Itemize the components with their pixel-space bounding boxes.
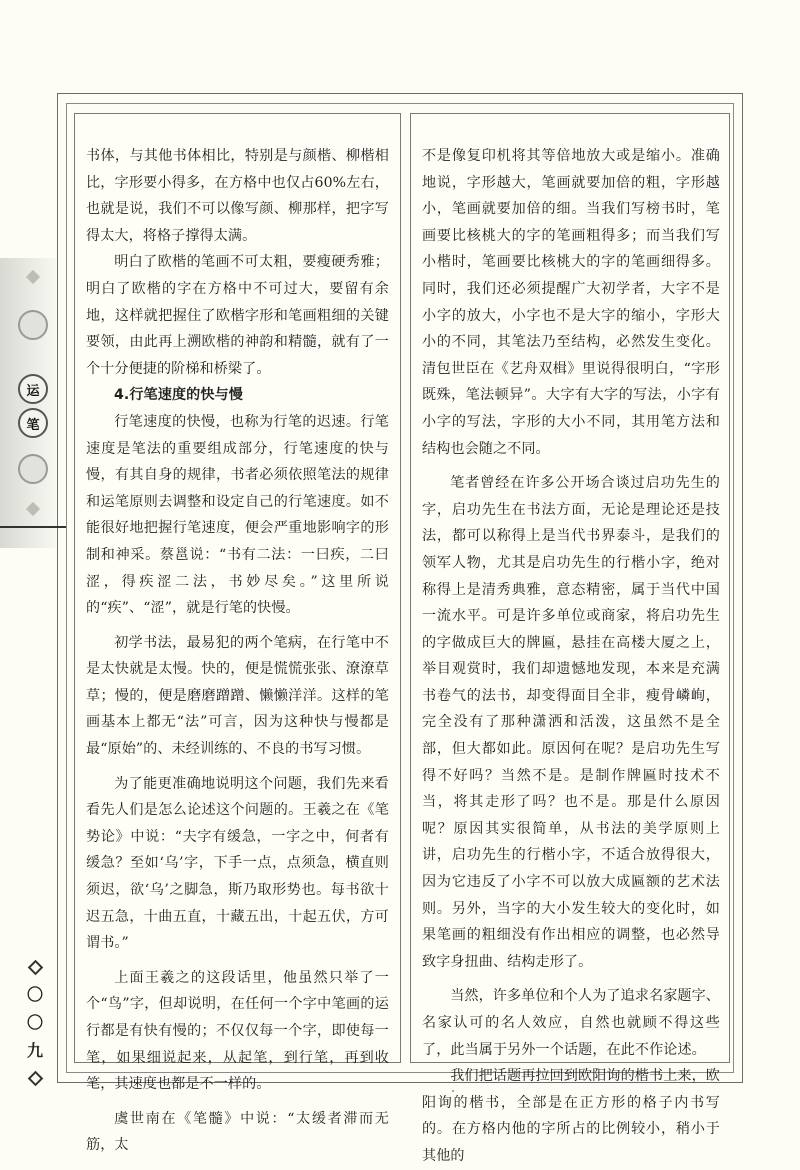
- paragraph: 笔者曾经在许多公开场合谈过启功先生的字，启功先生在书法方面，无论是理论还是技法，都可以称得上是当代书界泰斗，是我们的领军人物，尤其是启功先生的行楷小字，绝对称得上是清秀典雅，意态精密，属于当代中国一流水平。可是许多单位或商家，将启功先生的字做成巨大的牌匾，悬挂在高楼大厦之上，举目观赏时，我们却遗憾地发现，本来是充满书卷气的法书，却变得面目全非，瘦骨嶙峋，完全没有了那种潇洒和活泼，这虽然不是全部，但大都如此。原因何在呢？是启功先生写得不好吗？当然不是。是制作牌匾时技术不当，将其走形了吗？也不是。那是什么原因呢？原因其实很简单，从书法的美学原则上讲，启功先生的行楷小字，不适合放得很大，因为它违反了小字不可以放大成匾额的艺术法则。另外，当字的大小发生较大的变化时，如果笔画的粗细没有作出相应的调整，也必然导致字身扭曲、结构走形了。: [422, 475, 720, 970]
- paragraph: 明白了欧楷的笔画不可太粗，要瘦硬秀雅；明白了欧楷的字在方格中不可过大，要留有余地，这样就把握住了欧楷字形和笔画粗细的关键要领，由此再上溯欧楷的神韵和精髓，就有了一个十分便捷的阶梯和桥梁了。: [86, 254, 389, 377]
- page-digit: 〇: [26, 985, 43, 1004]
- paragraph: 书体，与其他书体相比，特别是与颜楷、柳楷相比，字形要小得多，在方格中也仅占60%左右，也就是说，我们不可以像写颜、柳那样，把字写得太大，将格子撑得太满。: [86, 148, 389, 244]
- page-digit: 〇: [26, 1013, 43, 1032]
- print-speck: [452, 1090, 454, 1092]
- section-heading: 4.行笔速度的快与慢: [114, 387, 243, 404]
- chapter-circle-icon: [18, 454, 48, 484]
- chapter-circle-icon: [18, 310, 48, 340]
- diamond-icon: [27, 1071, 43, 1087]
- paragraph: 行笔速度的快慢，也称为行笔的迟速。行笔速度是笔法的重要组成部分，行笔速度的快与慢，有其自身的规律，书者必须依照笔法的规律和运笔原则去调整和设定自己的行笔速度。如不能很好地把握行笔速度，便会严重地影响字的形制和神采。蔡邕说：“书有二法：一曰疾，二曰涩，得疾涩二法，书妙尽矣。”这里所说的“疾”、“涩”，就是行笔的快慢。: [86, 413, 389, 617]
- chapter-sidebar: [0, 258, 56, 548]
- paragraph: 我们把话题再拉回到欧阳询的楷书上来，欧阳询的楷书，全部是在正方形的格子内书写的。在方格内他的字所占的比例较小，稍小于其他的: [422, 1068, 720, 1164]
- page-digit: 九: [26, 1041, 43, 1060]
- page-number: [24, 958, 46, 1084]
- paragraph: 为了能更准确地说明这个问题，我们先来看看先人们是怎么论述这个问题的。王羲之在《笔势论》中说：“夫字有缓急，一字之中，何者有缓急？至如‘乌’字，下手一点，点须急，横直则须迟，欲‘乌’之脚急，斯乃取形势也。每书欲十迟五急，十曲五直，十藏五出，十起五伏，方可谓书。”: [86, 775, 389, 952]
- diamond-icon: [27, 960, 43, 976]
- paragraph: 当然，许多单位和个人为了追求名家题字、名家认可的名人效应，自然也就顾不得这些了，此当属于另外一个话题，在此不作论述。: [422, 988, 720, 1058]
- paragraph: 不是像复印机将其等倍地放大或是缩小。准确地说，字形越大，笔画就要加倍的粗，字形越小，笔画就要加倍的细。当我们写榜书时，笔画要比核桃大的字的笔画粗得多；而当我们写小楷时，笔画要比核桃大的字的笔画细得多。同时，我们还必须提醒广大初学者，大字不是小字的放大，小字也不是大字的缩小，字形大小的不同，其笔法乃至结构，必然发生变化。清包世臣在《艺舟双楫》里说得很明白，“字形既殊，笔法顿异”。大字有大字的写法，小字有小字的写法，字形的大小不同，其用笔方法和结构也会随之不同。: [422, 148, 720, 457]
- paragraph: 虞世南在《笔髓》中说：“太缓者滞而无筋，太: [86, 1110, 389, 1154]
- chapter-char-bi: 笔: [18, 408, 48, 438]
- chapter-char-yun: 运: [18, 374, 48, 404]
- paragraph: 初学书法，最易犯的两个笔病，在行笔中不是太快就是太慢。快的，便是慌慌张张、潦潦草草；慢的，便是磨磨蹭蹭、懒懒洋洋。这样的笔画基本上都无“法”可言，因为这种快与慢都是最“原始”的、未经训练的、不良的书写习惯。: [86, 634, 389, 758]
- left-column-text: [86, 143, 389, 1159]
- sidebar-divider: [0, 526, 66, 528]
- right-column-text: [422, 143, 720, 1170]
- paragraph: 上面王羲之的这段话里，他虽然只举了一个“鸟”字，但却说明，在任何一个字中笔画的运行都是有快有慢的；不仅仅每一个字，即使每一笔，如果细说起来，从起笔，到行笔，再到收笔，其速度也都是不一样的。: [86, 969, 389, 1093]
